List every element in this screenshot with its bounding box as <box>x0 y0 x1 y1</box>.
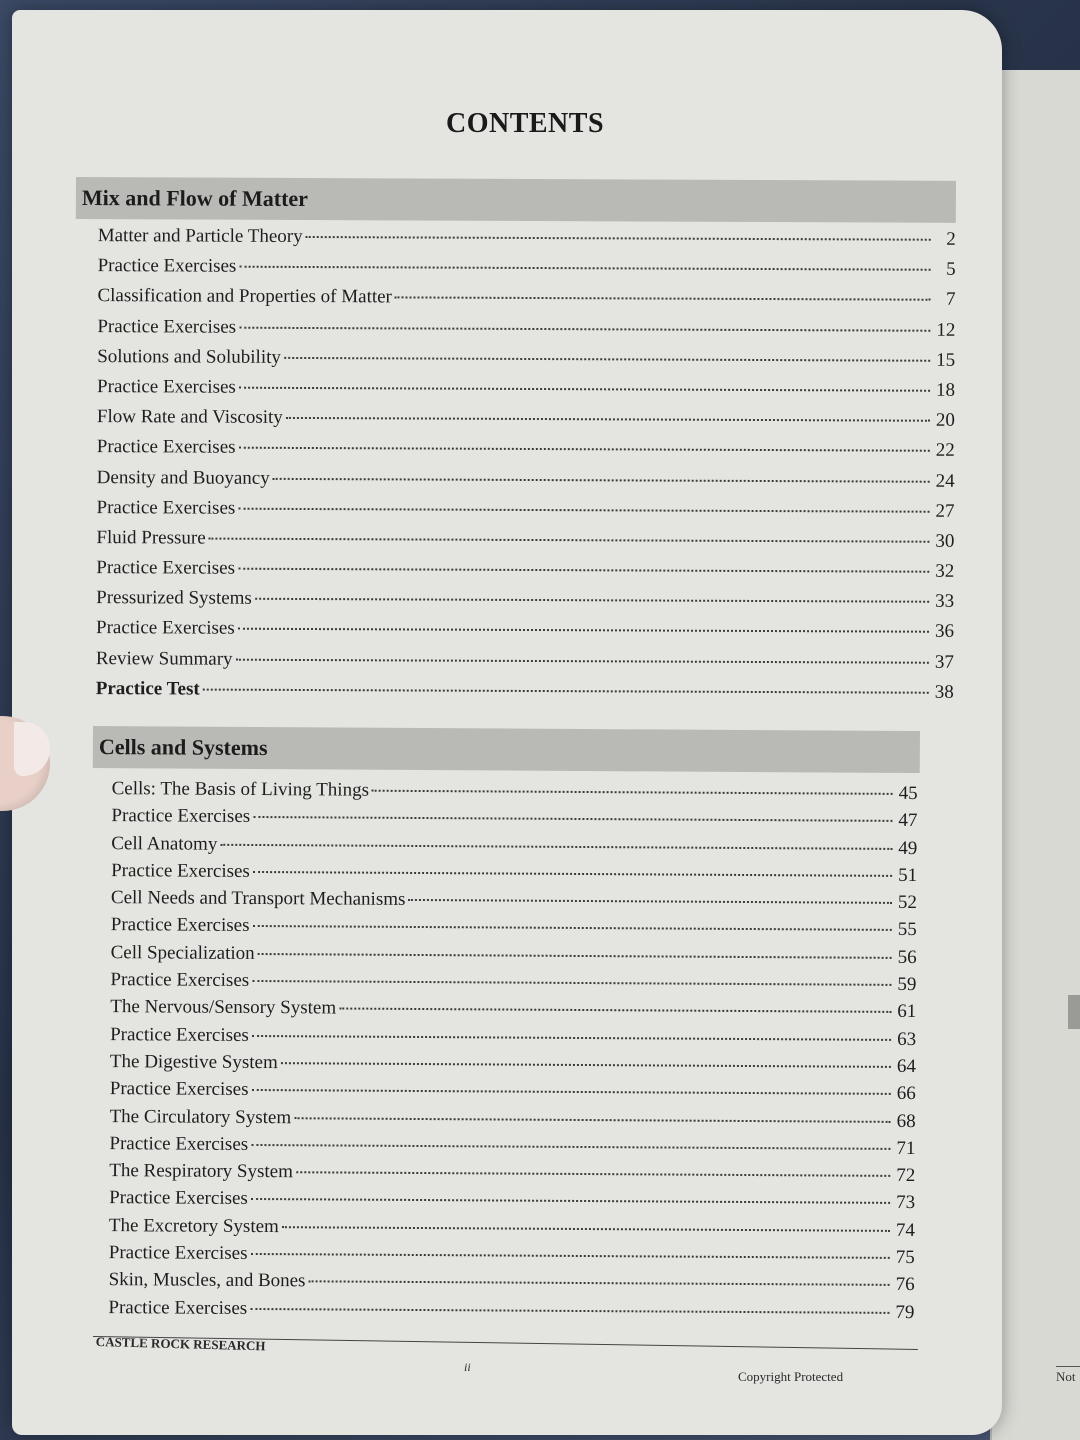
toc-entry <box>98 255 956 289</box>
toc-entry-title: The Excretory System <box>108 1214 279 1237</box>
toc-entry-page: 24 <box>935 470 955 492</box>
toc-entry-page: 33 <box>935 591 955 613</box>
toc-entry-title: Practice Exercises <box>108 1242 248 1265</box>
toc-entry-title: Practice Exercises <box>109 1078 249 1101</box>
toc-entry <box>97 376 955 410</box>
adjacent-page-footer: Not <box>1056 1366 1080 1385</box>
toc-entry-title: Practice Exercises <box>110 1023 249 1046</box>
dot-leader <box>203 688 929 693</box>
dot-leader <box>395 297 931 301</box>
toc-entry-title: Classification and Properties of Matter <box>97 285 392 308</box>
dot-leader <box>282 1226 890 1232</box>
toc-entry-page: 30 <box>935 530 955 552</box>
toc-entry <box>96 587 954 621</box>
toc-entry-page: 74 <box>895 1219 915 1241</box>
footer-copyright: Copyright Protected <box>738 1369 844 1384</box>
section-header: Mix and Flow of Matter <box>76 177 956 223</box>
toc-entry-title: Practice Exercises <box>97 255 237 277</box>
dot-leader <box>252 1035 891 1041</box>
toc-entry <box>97 467 955 501</box>
toc-entry-page: 55 <box>897 919 917 941</box>
toc-list <box>108 778 917 1329</box>
toc-entry-page: 32 <box>935 560 955 582</box>
toc-entry-title: Practice Exercises <box>110 914 250 937</box>
toc-entry-page: 36 <box>934 621 955 643</box>
dot-leader <box>251 1198 890 1204</box>
dot-leader <box>238 568 929 573</box>
toc-entry-page: 12 <box>936 319 956 341</box>
toc-entry <box>96 527 954 561</box>
toc-entry <box>96 557 954 591</box>
dot-leader <box>339 1008 891 1013</box>
toc-entry-title: Practice Exercises <box>96 436 236 459</box>
toc-entry-title: Practice Exercises <box>95 617 235 640</box>
footer-page-number: ii <box>464 1360 471 1374</box>
dot-leader <box>238 507 929 512</box>
dot-leader <box>238 628 929 633</box>
toc-entry-page: 76 <box>895 1274 915 1296</box>
page-title: CONTENTS <box>445 108 605 139</box>
dot-leader <box>251 1253 890 1259</box>
toc-entry <box>96 618 954 652</box>
toc-entry-title: Practice Exercises <box>111 805 251 828</box>
toc-entry-title: Practice Exercises <box>110 969 250 992</box>
toc-entry-title: Practice Exercises <box>109 1187 248 1210</box>
toc-entry-title: Pressurized Systems <box>96 587 252 610</box>
toc-entry-title: Cell Needs and Transport Mechanisms <box>110 887 406 911</box>
toc-entry-title: Practice Test <box>95 677 200 700</box>
toc-entry <box>108 1297 914 1329</box>
toc-entry-title: Practice Exercises <box>96 496 236 519</box>
toc-entry-page: 52 <box>897 892 917 914</box>
toc-entry-page: 47 <box>898 810 918 832</box>
toc-entry-title: The Nervous/Sensory System <box>110 996 337 1019</box>
dot-leader <box>294 1117 890 1123</box>
toc-entry-title: Practice Exercises <box>108 1296 248 1319</box>
toc-entry-page: 37 <box>934 651 954 673</box>
toc-entry-page: 73 <box>896 1192 916 1214</box>
toc-entry-page: 63 <box>897 1028 917 1050</box>
section-header: Cells and Systems <box>93 726 920 773</box>
toc-entry-page: 20 <box>935 409 955 431</box>
toc-entry <box>96 497 954 531</box>
toc-entry-title: Matter and Particle Theory <box>97 225 303 247</box>
dot-leader <box>253 925 892 931</box>
toc-entry-title: Density and Buoyancy <box>96 466 270 489</box>
toc-entry-page: 68 <box>896 1110 916 1132</box>
dot-leader <box>408 899 892 904</box>
toc-entry-title: Cell Anatomy <box>111 832 218 855</box>
toc-entry-title: Fluid Pressure <box>96 526 206 549</box>
toc-entry-title: Practice Exercises <box>97 376 236 398</box>
dot-leader <box>236 658 929 663</box>
dot-leader <box>281 1062 891 1068</box>
dot-leader <box>239 266 930 271</box>
toc-entry-title: The Respiratory System <box>109 1160 293 1183</box>
dot-leader <box>273 477 930 482</box>
dot-leader <box>296 1171 890 1177</box>
toc-entry <box>97 436 955 470</box>
footer-publisher: CASTLE ROCK RESEARCH <box>95 1334 266 1354</box>
toc-section-mix-and-flow-of-matter <box>74 177 956 712</box>
toc-entry-page: 49 <box>898 837 918 859</box>
toc-entry <box>97 285 955 319</box>
toc-entry-title: Review Summary <box>95 647 233 670</box>
toc-section-cells-and-systems <box>89 726 918 1329</box>
toc-entry-page: 66 <box>896 1083 916 1105</box>
toc-entry-page: 59 <box>897 973 917 996</box>
toc-entry-title: Skin, Muscles, and Bones <box>108 1269 306 1292</box>
toc-entry <box>96 648 954 682</box>
dot-leader <box>306 236 931 241</box>
adjacent-page <box>990 70 1080 1440</box>
dot-leader <box>255 598 929 603</box>
dot-leader <box>250 1308 889 1314</box>
toc-entry-title: Practice Exercises <box>96 557 236 579</box>
toc-entry-page: 27 <box>935 500 955 522</box>
dot-leader <box>253 816 892 822</box>
dot-leader <box>252 1089 891 1095</box>
dot-leader <box>372 790 893 795</box>
dot-leader <box>209 537 930 542</box>
toc-entry-page: 7 <box>945 289 956 311</box>
toc-entry-title: The Circulatory System <box>109 1105 292 1128</box>
toc-entry-title: Cell Specialization <box>110 941 255 964</box>
toc-entry-title: Solutions and Solubility <box>97 345 281 368</box>
adjacent-page-tab <box>1068 995 1080 1029</box>
toc-entry-page: 61 <box>897 1001 917 1023</box>
toc-entry-page: 2 <box>946 228 956 250</box>
dot-leader <box>239 447 930 452</box>
toc-entry <box>97 316 955 350</box>
dot-leader <box>239 326 930 331</box>
toc-entry <box>97 406 955 440</box>
dot-leader <box>252 980 891 986</box>
toc-list <box>96 225 956 712</box>
toc-entry-page: 18 <box>936 379 956 401</box>
toc-entry-title: Cells: The Basis of Living Things <box>111 778 370 801</box>
toc-entry-title: The Digestive System <box>109 1051 278 1074</box>
dot-leader <box>220 843 892 849</box>
toc-entry-page: 72 <box>896 1165 916 1187</box>
toc-entry-page: 56 <box>897 946 917 968</box>
toc-entry-title: Practice Exercises <box>111 860 250 882</box>
toc-entry-page: 45 <box>898 782 918 805</box>
dot-leader <box>251 1144 890 1150</box>
dot-leader <box>286 417 930 422</box>
toc-entry-page: 22 <box>935 440 955 462</box>
toc-entry-title: Practice Exercises <box>97 315 237 338</box>
dot-leader <box>239 387 930 392</box>
toc-entry <box>96 678 954 712</box>
toc-entry-title: Practice Exercises <box>109 1132 249 1155</box>
toc-entry-title: Flow Rate and Viscosity <box>96 406 283 429</box>
dot-leader <box>253 871 892 877</box>
dot-leader <box>258 953 892 959</box>
dot-leader <box>284 357 930 362</box>
toc-entry-page: 51 <box>898 864 918 886</box>
toc-entry-page: 75 <box>895 1246 915 1269</box>
toc-entry <box>97 346 955 380</box>
toc-entry <box>98 225 956 259</box>
toc-entry-page: 5 <box>946 258 956 281</box>
toc-entry-page: 79 <box>895 1301 915 1323</box>
toc-entry-page: 15 <box>936 349 956 371</box>
toc-entry-page: 71 <box>896 1137 916 1159</box>
dot-leader <box>308 1281 889 1287</box>
toc-entry-page: 38 <box>934 681 954 703</box>
toc-entry-page: 64 <box>896 1055 916 1078</box>
